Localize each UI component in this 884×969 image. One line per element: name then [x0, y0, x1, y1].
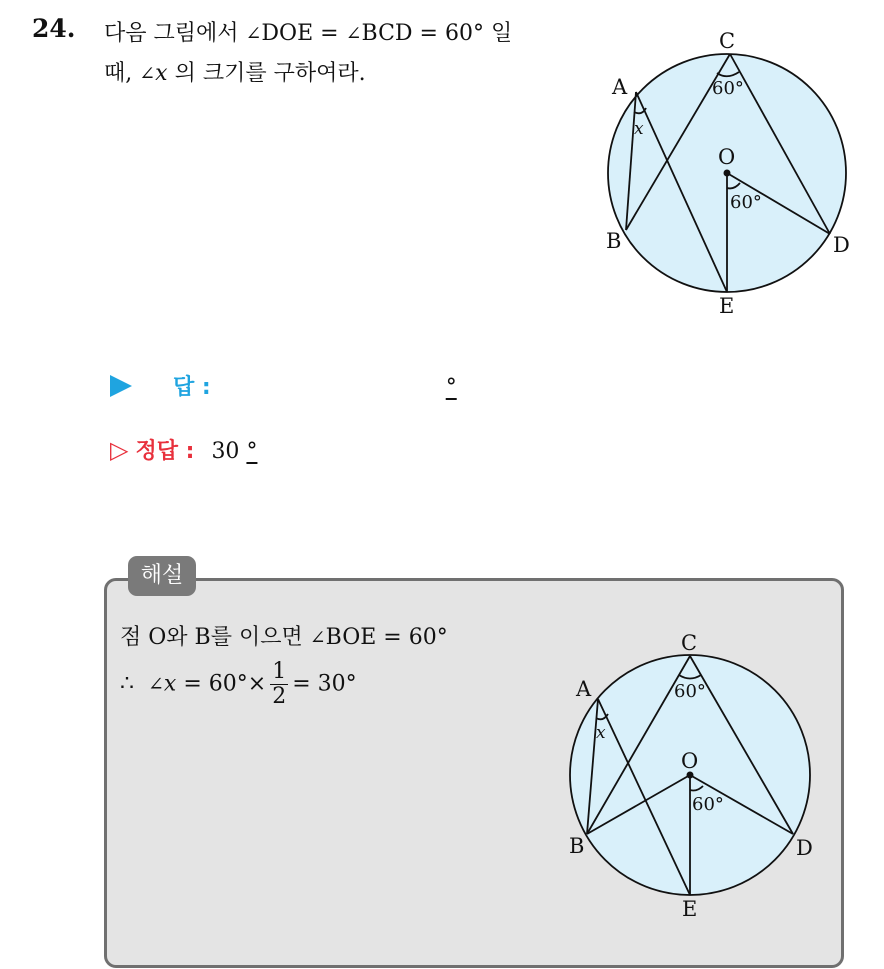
degree-symbol: °	[236, 671, 248, 697]
therefore-symbol: ∴	[120, 671, 134, 697]
question-text-1: 다음 그림에서	[104, 21, 246, 46]
fraction-denominator: 2	[272, 684, 287, 709]
label-D: D	[796, 836, 813, 860]
solution-line-2	[120, 660, 357, 709]
question-line-2	[104, 56, 366, 87]
angle-A-label: x	[634, 119, 644, 139]
fraction	[270, 660, 288, 709]
label-B: B	[606, 229, 622, 253]
angle-C-label: 60°	[712, 78, 744, 99]
question-text-4: 일	[483, 21, 513, 46]
x-variable: x	[155, 61, 168, 86]
correct-label: 정답 :	[135, 439, 195, 464]
degree-symbol: °	[345, 671, 357, 697]
times-symbol: ×	[247, 671, 267, 697]
correct-answer-row	[110, 434, 257, 465]
solution-text-1: 점 O와 B를 이으면	[120, 625, 310, 650]
play-triangle-icon	[110, 375, 132, 397]
degree-symbol: °	[472, 21, 484, 46]
correct-degree: °	[246, 439, 258, 464]
solution-text-2: BOE = 60	[325, 625, 437, 650]
degree-symbol: °	[436, 625, 448, 650]
answer-row	[110, 370, 457, 401]
label-B: B	[569, 834, 585, 858]
label-C: C	[719, 29, 736, 53]
label-C: C	[681, 631, 698, 655]
question-line-1	[104, 16, 512, 47]
label-A: A	[612, 75, 628, 99]
solution-tag: 해설	[128, 556, 196, 596]
solution-text-4: = 30	[292, 671, 346, 697]
label-D: D	[833, 233, 850, 257]
angle-A-label: x	[596, 723, 606, 743]
answer-blank-degree[interactable]: °	[445, 375, 457, 400]
angle-C-label: 60°	[674, 681, 706, 702]
solution-text-3: = 60	[176, 671, 237, 697]
label-E: E	[719, 294, 735, 318]
angle-symbol: ∠	[148, 673, 164, 696]
question-text-5: 때,	[104, 61, 140, 86]
correct-value: 30	[211, 439, 240, 464]
angle-symbol: ∠	[139, 63, 156, 85]
question-diagram	[600, 20, 860, 325]
center-point	[724, 170, 731, 177]
label-O: O	[681, 749, 699, 773]
x-variable: x	[163, 671, 177, 697]
angle-O-label: 60°	[730, 192, 762, 213]
angle-symbol: ∠	[345, 23, 362, 45]
label-E: E	[682, 897, 698, 921]
angle-O-label: 60°	[692, 794, 724, 815]
fraction-numerator: 1	[272, 659, 287, 684]
question-text-3: BCD = 60	[361, 21, 473, 46]
solution-line-1	[120, 620, 448, 651]
angle-symbol: ∠	[309, 627, 326, 649]
angle-symbol: ∠	[245, 23, 262, 45]
solution-diagram	[560, 625, 830, 925]
question-number: 24.	[32, 14, 76, 43]
label-O: O	[718, 145, 736, 169]
question-text-2: DOE =	[261, 21, 346, 46]
outline-triangle-icon: ▷	[110, 436, 129, 464]
label-A: A	[576, 677, 592, 701]
question-text-6: 의 크기를 구하여라.	[167, 61, 366, 86]
answer-label: 답 :	[173, 375, 211, 400]
